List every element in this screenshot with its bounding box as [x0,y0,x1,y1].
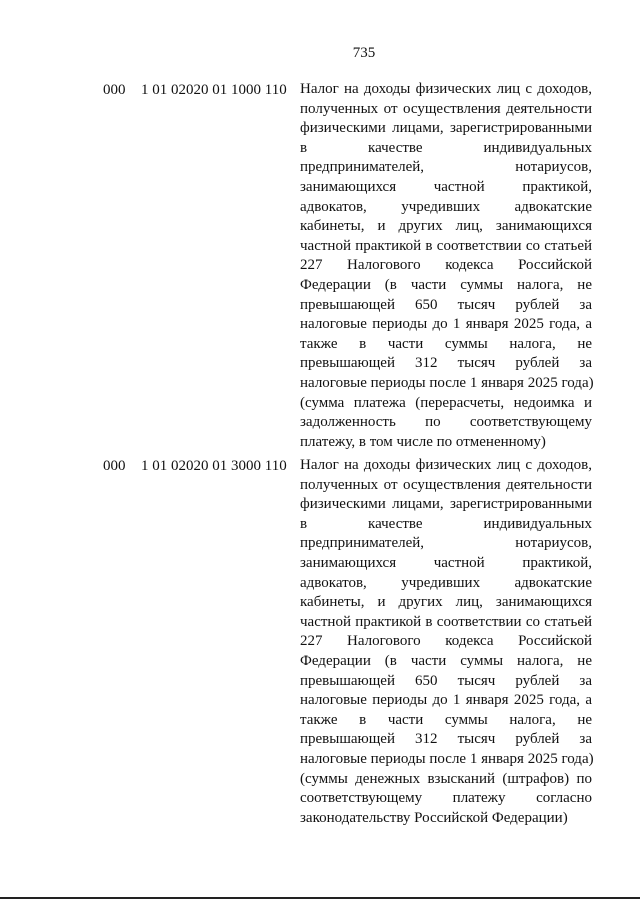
income-description [300,456,592,828]
page-number-text: 735 [352,45,376,61]
description-line: кабинеты, и других лиц, занимающихся [300,594,592,611]
description-line: частной практикой в соответствии со статьей [300,613,592,630]
page-bottom-border [0,897,640,899]
description-line: занимающихся частной практикой, [300,554,592,571]
description-line: Федерации (в части суммы налога, не [300,276,592,293]
description-line: задолженность по соответствующему [300,414,592,431]
description-line: Налог на доходы физических лиц с доходов, [300,457,592,473]
description-line: Федерации (в части суммы налога, не [300,652,592,669]
description-line: налоговые периоды после 1 января 2025 года) [300,750,594,767]
description-line: налоговые периоды после 1 января 2025 года) [300,374,594,391]
description-line: налоговые периоды до 1 января 2025 года, а [300,692,592,709]
description-line: (суммы денежных взысканий (штрафов) по [300,770,592,787]
description-line: в качестве индивидуальных [300,515,592,532]
description-line: Налог на доходы физических лиц с доходов, [300,81,592,97]
description-line: также в части суммы налога, не [300,711,592,728]
admin-code: 000 [103,458,126,474]
description-line: также в части суммы налога, не [300,335,592,352]
description-line: в качестве индивидуальных [300,139,592,156]
admin-code: 000 [103,82,126,98]
description-line: занимающихся частной практикой, [300,178,592,195]
description-line: превышающей 650 тысяч рублей за [300,296,592,313]
description-line: (сумма платежа (перерасчеты, недоимка и [300,394,592,411]
description-line: предпринимателей, нотариусов, [300,159,592,176]
description-line: платежу, в том числе по отмененному) [300,433,546,450]
description-line: превышающей 312 тысяч рублей за [300,731,592,748]
classification-code: 1 01 02020 01 1000 110 [141,82,287,98]
description-line: физическими лицами, зарегистрированными [300,496,592,513]
description-line: частной практикой в соответствии со статьей [300,237,592,254]
page-number [0,44,640,62]
description-line: адвокатов, учредивших адвокатские [300,574,592,591]
description-line: 227 Налогового кодекса Российской [300,633,592,650]
income-description [300,80,592,452]
description-line: кабинеты, и других лиц, занимающихся [300,218,592,235]
description-line: 227 Налогового кодекса Российской [300,257,592,274]
classification-code: 1 01 02020 01 3000 110 [141,458,287,474]
description-line: полученных от осуществления деятельности [300,100,592,117]
description-line: превышающей 650 тысяч рублей за [300,672,592,689]
description-line: налоговые периоды до 1 января 2025 года, а [300,316,592,333]
description-line: предпринимателей, нотариусов, [300,535,592,552]
description-line: адвокатов, учредивших адвокатские [300,198,592,215]
description-line: физическими лицами, зарегистрированными [300,120,592,137]
description-line: законодательству Российской Федерации) [300,809,568,826]
description-line: соответствующему платежу согласно [300,790,592,807]
description-line: полученных от осуществления деятельности [300,476,592,493]
description-line: превышающей 312 тысяч рублей за [300,355,592,372]
